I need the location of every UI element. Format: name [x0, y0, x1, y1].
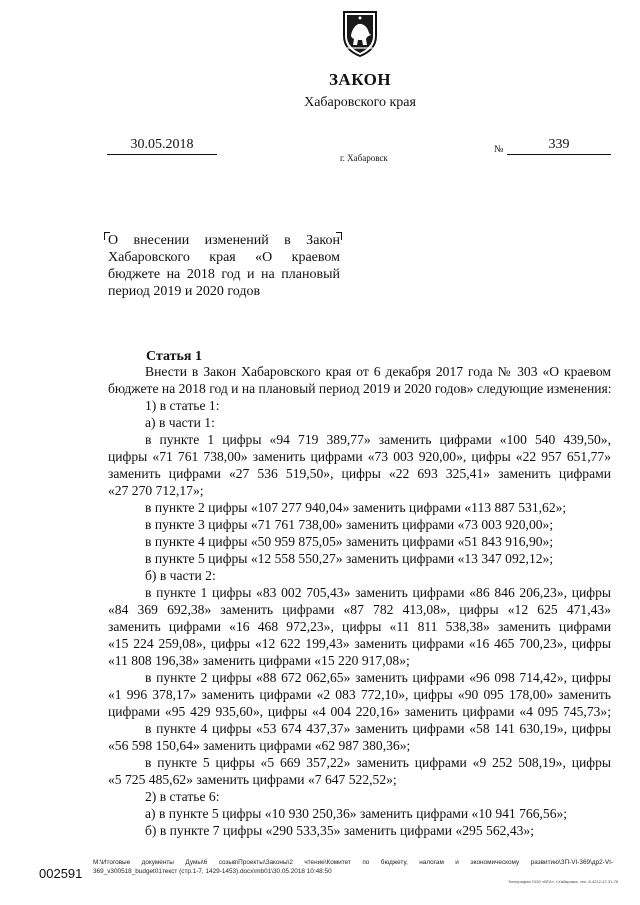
file-path-footer — [93, 858, 613, 876]
number-label: № — [494, 144, 504, 155]
document-title: ЗАКОН — [328, 70, 392, 89]
document-date: 30.05.2018 — [107, 137, 217, 155]
page-code: 002591 — [39, 866, 83, 881]
article-line: Внести в Закон Хабаровского края от 6 декабря 2017 года № 303 «О краевом — [145, 364, 611, 379]
article-line: «84 369 692,38» заменить цифрами «87 782 413,08», цифры «12 625 471,43» — [108, 602, 611, 617]
khabarovsk-coat-of-arms-icon — [341, 9, 379, 57]
article-body — [108, 363, 611, 839]
document-number: 339 — [507, 137, 611, 155]
file-path-line: 369_v300518_budget01текст (стр.1-7, 1429-1453).docx\mb01\30.05.2018 10:48:50 — [93, 868, 332, 875]
article-line: в пункте 1 цифры «83 002 705,43» заменить цифрами «86 846 206,23», цифры — [145, 585, 611, 600]
law-subject — [108, 232, 340, 300]
article-line: в пункте 5 цифры «12 558 550,27» заменить цифрами «13 347 092,12»; — [145, 551, 554, 566]
subject-line: Хабаровского края «О краевом — [108, 250, 340, 265]
article-line: в пункте 2 цифры «88 672 062,65» заменить цифрами «96 098 714,42», цифры — [145, 670, 611, 685]
article-line: заменить цифрами «27 536 519,50», цифры «22 693 325,41» заменить цифрами — [108, 466, 611, 481]
document-subtitle: Хабаровского края — [304, 95, 416, 110]
article-line: в пункте 1 цифры «94 719 389,77» заменить цифрами «100 540 439,50», — [145, 432, 611, 447]
print-stamp: Типография ООО «ВТА», г.Хабаровск, тел. 8-4212-47-31-76 — [508, 879, 619, 884]
article-line: «1 996 378,17» заменить цифрами «2 083 772,10», цифры «90 095 178,00» заменить — [108, 687, 611, 702]
document-city: г. Хабаровск — [340, 153, 388, 163]
article-line: заменить цифрами «16 468 972,23», цифры «11 811 538,38» заменить цифрами — [108, 619, 611, 634]
article-line: цифры «71 761 738,00» заменить цифрами «73 003 920,00», цифры «22 957 651,77» — [108, 449, 611, 464]
article-line: «56 598 150,64» заменить цифрами «62 987 380,36»; — [108, 738, 411, 753]
article-line: «5 725 485,62» заменить цифрами «7 647 522,52»; — [108, 772, 397, 787]
subject-line: бюджете на 2018 год и на плановый — [108, 267, 340, 282]
article-line: 1) в статье 1: — [145, 398, 220, 413]
article-heading: Статья 1 — [146, 349, 202, 364]
article-line: в пункте 5 цифры «5 669 357,22» заменить цифрами «9 252 508,19», цифры — [145, 755, 611, 770]
file-path-line: M:\Итоговые документы Думы\6 созыв\Проекты\Законы\2 чтение\Комитет по бюджету, налогам и экономическому развитию\ЗП-VI-369\др2-VI- — [93, 859, 613, 866]
article-line: б) в пункте 7 цифры «290 533,35» заменить цифрами «295 562,43»; — [145, 823, 534, 838]
article-line: а) в пункте 5 цифры «10 930 250,36» заменить цифрами «10 941 766,56»; — [145, 806, 568, 821]
article-line: цифрами «95 429 935,60», цифры «4 004 220,16» заменить цифрами «4 095 745,73»; — [108, 704, 611, 719]
article-line: 2) в статье 6: — [145, 789, 220, 804]
subject-line: О внесении изменений в Закон — [108, 233, 340, 248]
article-line: а) в части 1: — [145, 415, 215, 430]
article-line: «11 808 196,38» заменить цифрами «15 220 917,08»; — [108, 653, 410, 668]
article-line: в пункте 3 цифры «71 761 738,00» заменить цифрами «73 003 920,00»; — [145, 517, 554, 532]
article-line: в пункте 4 цифры «53 674 437,37» заменить цифрами «58 141 630,19», цифры — [145, 721, 611, 736]
article-line: в пункте 4 цифры «50 959 875,05» заменить цифрами «51 843 916,90»; — [145, 534, 554, 549]
subject-line: период 2019 и 2020 годов — [108, 284, 261, 299]
article-line: б) в части 2: — [145, 568, 216, 583]
article-line: «27 270 712,17»; — [108, 483, 204, 498]
article-line: в пункте 2 цифры «107 277 940,04» заменить цифрами «113 887 531,62»; — [145, 500, 567, 515]
article-line: бюджете на 2018 год и на плановый период 2019 и 2020 годов» следующие изменения: — [108, 381, 612, 396]
article-line: «15 224 259,08», цифры «12 622 199,43» заменить цифрами «16 465 700,23», цифры — [108, 636, 611, 651]
